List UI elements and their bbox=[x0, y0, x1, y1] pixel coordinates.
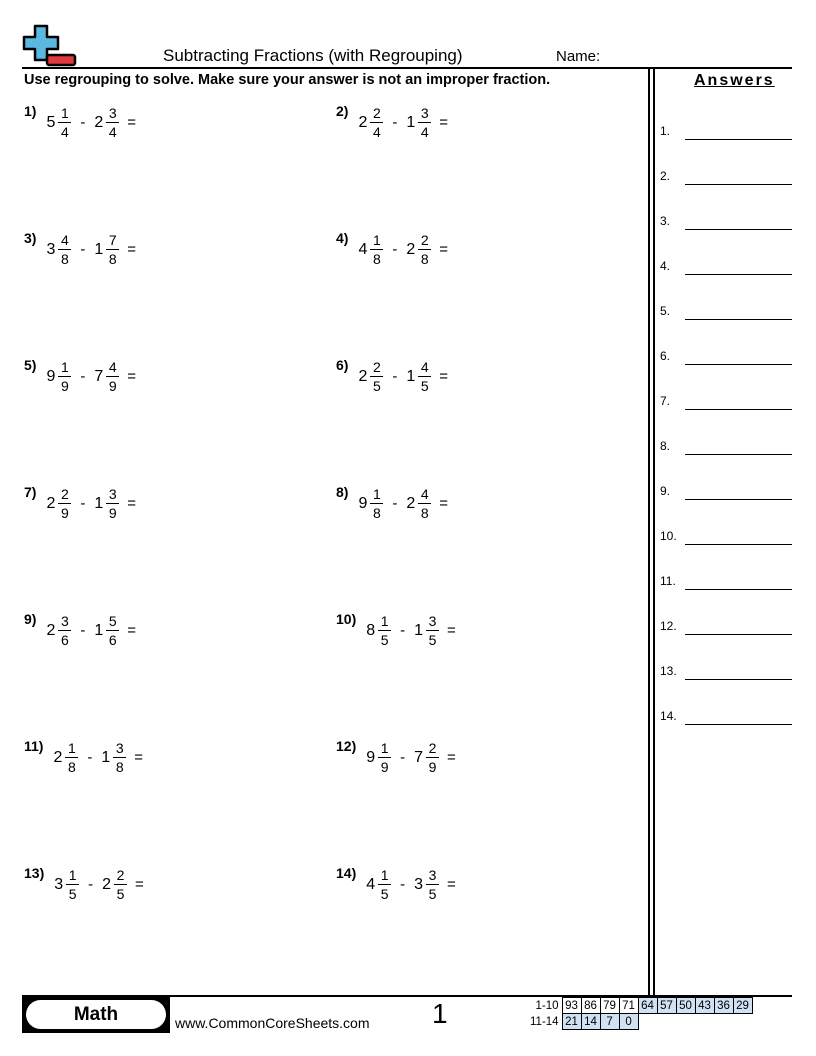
answer-blank[interactable] bbox=[685, 319, 792, 320]
score-cell: 57 bbox=[657, 998, 676, 1014]
problem-12 bbox=[336, 737, 456, 775]
denominator: 6 bbox=[60, 632, 69, 648]
numerator: 3 bbox=[115, 740, 124, 756]
whole-number: 2 bbox=[406, 494, 416, 512]
whole-number: 4 bbox=[366, 875, 376, 893]
problem-number: 12) bbox=[336, 737, 357, 754]
equals-sign: = bbox=[447, 876, 456, 893]
whole-number: 1 bbox=[94, 494, 104, 512]
fraction bbox=[106, 232, 119, 267]
answer-blank[interactable] bbox=[685, 229, 792, 230]
score-cell: 36 bbox=[714, 998, 733, 1014]
problem-4 bbox=[336, 229, 449, 267]
operator: - bbox=[392, 241, 398, 258]
numerator: 4 bbox=[420, 359, 429, 375]
answer-line-13[interactable] bbox=[660, 660, 792, 680]
denominator: 4 bbox=[108, 124, 117, 140]
denominator: 8 bbox=[115, 759, 124, 775]
problem-3 bbox=[24, 229, 137, 267]
fraction bbox=[58, 486, 71, 521]
problem-5 bbox=[24, 356, 137, 394]
whole-number: 2 bbox=[46, 621, 56, 639]
fraction bbox=[418, 359, 431, 394]
numerator: 4 bbox=[420, 486, 429, 502]
fraction bbox=[370, 486, 383, 521]
problem-6 bbox=[336, 356, 449, 394]
answer-line-3[interactable] bbox=[660, 210, 792, 230]
numerator: 5 bbox=[108, 613, 117, 629]
operator: - bbox=[400, 876, 406, 893]
equals-sign: = bbox=[127, 241, 137, 258]
whole-number: 5 bbox=[46, 113, 56, 131]
whole-number: 1 bbox=[414, 621, 424, 639]
fraction-bar bbox=[378, 757, 391, 758]
problem-number: 8) bbox=[336, 483, 349, 500]
instructions: Use regrouping to solve. Make sure your answer is not an improper fraction. bbox=[24, 72, 551, 88]
operator: - bbox=[80, 622, 86, 639]
fraction-bar bbox=[65, 757, 78, 758]
answer-column-divider bbox=[648, 68, 650, 996]
score-cell: 86 bbox=[581, 998, 600, 1014]
operator: - bbox=[80, 368, 86, 385]
problem-number: 11) bbox=[24, 737, 44, 754]
numerator: 3 bbox=[108, 105, 117, 121]
score-cell: 93 bbox=[562, 998, 581, 1014]
denominator: 5 bbox=[116, 886, 125, 902]
answer-blank[interactable] bbox=[685, 589, 792, 590]
equals-sign: = bbox=[127, 114, 137, 131]
fraction-bar bbox=[114, 884, 127, 885]
whole-number: 7 bbox=[94, 367, 104, 385]
numerator: 3 bbox=[60, 613, 69, 629]
whole-number: 2 bbox=[46, 494, 56, 512]
problem-8 bbox=[336, 483, 449, 521]
whole-number: 1 bbox=[94, 621, 104, 639]
answer-blank[interactable] bbox=[685, 499, 792, 500]
site-url: www.CommonCoreSheets.com bbox=[175, 1015, 370, 1031]
whole-number: 1 bbox=[406, 367, 416, 385]
answers-title: Answers bbox=[694, 72, 775, 89]
problem-13 bbox=[24, 864, 144, 902]
numerator: 1 bbox=[68, 867, 77, 883]
problem-11 bbox=[24, 737, 144, 775]
answer-number: 6. bbox=[660, 349, 671, 363]
fraction-bar bbox=[426, 630, 439, 631]
equals-sign: = bbox=[127, 622, 137, 639]
answer-number: 2. bbox=[660, 169, 671, 183]
whole-number: 2 bbox=[94, 113, 104, 131]
score-cell: 71 bbox=[619, 998, 638, 1014]
answer-number: 5. bbox=[660, 304, 671, 318]
problem-7 bbox=[24, 483, 137, 521]
denominator: 9 bbox=[380, 759, 389, 775]
answer-number: 4. bbox=[660, 259, 671, 273]
fraction-bar bbox=[58, 249, 71, 250]
denominator: 5 bbox=[428, 886, 437, 902]
score-cell: 79 bbox=[600, 998, 619, 1014]
fraction-bar bbox=[418, 249, 431, 250]
score-cell: 21 bbox=[562, 1014, 581, 1030]
header-divider bbox=[22, 67, 792, 69]
fraction bbox=[418, 486, 431, 521]
denominator: 8 bbox=[420, 251, 429, 267]
numerator: 2 bbox=[372, 359, 381, 375]
equals-sign: = bbox=[439, 368, 449, 385]
numerator: 1 bbox=[380, 867, 389, 883]
fraction bbox=[370, 105, 383, 140]
answer-blank[interactable] bbox=[685, 139, 792, 140]
denominator: 5 bbox=[68, 886, 77, 902]
numerator: 1 bbox=[380, 613, 389, 629]
fraction bbox=[106, 613, 119, 648]
denominator: 5 bbox=[420, 378, 429, 394]
fraction-bar bbox=[58, 503, 71, 504]
denominator: 5 bbox=[380, 886, 389, 902]
answer-blank[interactable] bbox=[685, 364, 792, 365]
answer-number: 3. bbox=[660, 214, 671, 228]
problem-14 bbox=[336, 864, 456, 902]
answer-blank[interactable] bbox=[685, 274, 792, 275]
answer-number: 1. bbox=[660, 124, 671, 138]
denominator: 4 bbox=[60, 124, 69, 140]
answer-blank[interactable] bbox=[685, 409, 792, 410]
subject-label: Math bbox=[26, 1000, 166, 1029]
score-cell: 0 bbox=[619, 1014, 638, 1030]
score-cell: 7 bbox=[600, 1014, 619, 1030]
fraction-bar bbox=[106, 503, 119, 504]
answer-blank[interactable] bbox=[685, 634, 792, 635]
operator: - bbox=[80, 114, 86, 131]
problem-number: 10) bbox=[336, 610, 357, 627]
answer-blank[interactable] bbox=[685, 679, 792, 680]
denominator: 4 bbox=[372, 124, 381, 140]
fraction bbox=[106, 486, 119, 521]
numerator: 3 bbox=[428, 867, 437, 883]
denominator: 5 bbox=[428, 632, 437, 648]
fraction-bar bbox=[58, 376, 71, 377]
answer-line-11[interactable] bbox=[660, 570, 792, 590]
answer-blank[interactable] bbox=[685, 454, 792, 455]
numerator: 3 bbox=[420, 105, 429, 121]
numerator: 1 bbox=[380, 740, 389, 756]
answer-number: 9. bbox=[660, 484, 671, 498]
answer-number: 8. bbox=[660, 439, 671, 453]
whole-number: 4 bbox=[358, 240, 368, 258]
equals-sign: = bbox=[135, 876, 144, 893]
answer-number: 11. bbox=[660, 574, 676, 588]
numerator: 3 bbox=[428, 613, 437, 629]
operator: - bbox=[80, 241, 86, 258]
fraction-bar bbox=[370, 249, 383, 250]
denominator: 8 bbox=[67, 759, 76, 775]
numerator: 2 bbox=[428, 740, 437, 756]
fraction-bar bbox=[106, 376, 119, 377]
operator: - bbox=[80, 495, 86, 512]
whole-number: 2 bbox=[53, 748, 63, 766]
problem-10 bbox=[336, 610, 456, 648]
fraction bbox=[113, 740, 126, 775]
fraction-bar bbox=[66, 884, 79, 885]
plus-minus-logo-icon bbox=[22, 24, 78, 68]
numerator: 4 bbox=[108, 359, 117, 375]
fraction-bar bbox=[378, 630, 391, 631]
denominator: 8 bbox=[108, 251, 117, 267]
equals-sign: = bbox=[127, 368, 137, 385]
answer-blank[interactable] bbox=[685, 184, 792, 185]
fraction bbox=[58, 232, 71, 267]
fraction-bar bbox=[106, 630, 119, 631]
denominator: 5 bbox=[380, 632, 389, 648]
problem-number: 3) bbox=[24, 229, 37, 246]
answer-number: 14. bbox=[660, 709, 677, 723]
numerator: 2 bbox=[60, 486, 69, 502]
answer-number: 13. bbox=[660, 664, 677, 678]
numerator: 1 bbox=[60, 359, 69, 375]
answer-line-2[interactable] bbox=[660, 165, 792, 185]
equals-sign: = bbox=[447, 622, 456, 639]
whole-number: 2 bbox=[358, 113, 368, 131]
fraction bbox=[426, 613, 439, 648]
fraction bbox=[58, 613, 71, 648]
fraction bbox=[370, 359, 383, 394]
fraction-bar bbox=[370, 376, 383, 377]
problem-number: 5) bbox=[24, 356, 37, 373]
score-table bbox=[528, 997, 753, 1030]
score-cell: 43 bbox=[695, 998, 714, 1014]
fraction-bar bbox=[106, 249, 119, 250]
whole-number: 1 bbox=[406, 113, 416, 131]
fraction-bar bbox=[370, 122, 383, 123]
denominator: 9 bbox=[108, 378, 117, 394]
answer-line-8[interactable] bbox=[660, 435, 792, 455]
whole-number: 1 bbox=[94, 240, 104, 258]
fraction-bar bbox=[418, 122, 431, 123]
problem-number: 13) bbox=[24, 864, 45, 881]
problem-number: 7) bbox=[24, 483, 37, 500]
score-cell: 29 bbox=[733, 998, 752, 1014]
numerator: 1 bbox=[372, 232, 381, 248]
whole-number: 3 bbox=[46, 240, 56, 258]
whole-number: 2 bbox=[406, 240, 416, 258]
answer-number: 10. bbox=[660, 529, 677, 543]
whole-number: 7 bbox=[414, 748, 424, 766]
fraction-bar bbox=[58, 122, 71, 123]
score-range-label: 11-14 bbox=[530, 1015, 559, 1028]
numerator: 2 bbox=[116, 867, 125, 883]
problem-number: 14) bbox=[336, 864, 357, 881]
answer-line-6[interactable] bbox=[660, 345, 792, 365]
denominator: 9 bbox=[60, 378, 69, 394]
denominator: 5 bbox=[372, 378, 381, 394]
equals-sign: = bbox=[134, 749, 144, 766]
answer-line-9[interactable] bbox=[660, 480, 792, 500]
fraction-bar bbox=[58, 630, 71, 631]
fraction bbox=[426, 867, 439, 902]
denominator: 9 bbox=[108, 505, 117, 521]
operator: - bbox=[392, 368, 398, 385]
fraction bbox=[378, 613, 391, 648]
worksheet-title: Subtracting Fractions (with Regrouping) bbox=[163, 46, 463, 65]
denominator: 9 bbox=[60, 505, 69, 521]
whole-number: 8 bbox=[366, 621, 376, 639]
denominator: 4 bbox=[420, 124, 429, 140]
whole-number: 3 bbox=[414, 875, 424, 893]
answer-line-12[interactable] bbox=[660, 615, 792, 635]
fraction-bar bbox=[418, 376, 431, 377]
equals-sign: = bbox=[439, 241, 449, 258]
answer-line-4[interactable] bbox=[660, 255, 792, 275]
fraction bbox=[370, 232, 383, 267]
problem-number: 6) bbox=[336, 356, 349, 373]
numerator: 2 bbox=[372, 105, 381, 121]
score-cell: 14 bbox=[581, 1014, 600, 1030]
answer-line-1[interactable] bbox=[660, 120, 792, 140]
answer-line-5[interactable] bbox=[660, 300, 792, 320]
numerator: 3 bbox=[108, 486, 117, 502]
problem-number: 2) bbox=[336, 102, 349, 119]
answer-blank[interactable] bbox=[685, 544, 792, 545]
equals-sign: = bbox=[127, 495, 137, 512]
whole-number: 1 bbox=[101, 748, 111, 766]
denominator: 6 bbox=[108, 632, 117, 648]
equals-sign: = bbox=[439, 114, 449, 131]
denominator: 9 bbox=[428, 759, 437, 775]
fraction-bar bbox=[106, 122, 119, 123]
operator: - bbox=[392, 495, 398, 512]
answer-number: 12. bbox=[660, 619, 677, 633]
problem-number: 1) bbox=[24, 102, 37, 119]
whole-number: 2 bbox=[102, 875, 112, 893]
answer-line-10[interactable] bbox=[660, 525, 792, 545]
fraction-bar bbox=[426, 757, 439, 758]
numerator: 4 bbox=[60, 232, 69, 248]
answer-column-divider bbox=[653, 68, 655, 996]
fraction-bar bbox=[370, 503, 383, 504]
fraction bbox=[106, 359, 119, 394]
numerator: 7 bbox=[108, 232, 117, 248]
fraction bbox=[65, 740, 78, 775]
denominator: 8 bbox=[372, 251, 381, 267]
fraction-bar bbox=[426, 884, 439, 885]
fraction bbox=[426, 740, 439, 775]
whole-number: 9 bbox=[46, 367, 56, 385]
denominator: 8 bbox=[420, 505, 429, 521]
answer-number: 7. bbox=[660, 394, 671, 408]
score-cell: 50 bbox=[676, 998, 695, 1014]
answer-line-14[interactable] bbox=[660, 705, 792, 725]
score-row bbox=[528, 998, 752, 1014]
numerator: 1 bbox=[60, 105, 69, 121]
fraction bbox=[58, 105, 71, 140]
problem-2 bbox=[336, 102, 449, 140]
fraction bbox=[378, 867, 391, 902]
whole-number: 9 bbox=[358, 494, 368, 512]
numerator: 1 bbox=[67, 740, 76, 756]
fraction bbox=[418, 232, 431, 267]
page-number: 1 bbox=[432, 998, 448, 1029]
numerator: 2 bbox=[420, 232, 429, 248]
score-cell: 64 bbox=[638, 998, 657, 1014]
numerator: 1 bbox=[372, 486, 381, 502]
fraction-bar bbox=[418, 503, 431, 504]
problem-9 bbox=[24, 610, 137, 648]
fraction bbox=[378, 740, 391, 775]
operator: - bbox=[392, 114, 398, 131]
score-row bbox=[528, 1014, 752, 1030]
operator: - bbox=[400, 622, 406, 639]
whole-number: 3 bbox=[54, 875, 64, 893]
problem-1 bbox=[24, 102, 137, 140]
whole-number: 9 bbox=[366, 748, 376, 766]
score-range-label: 1-10 bbox=[535, 999, 559, 1012]
fraction-bar bbox=[378, 884, 391, 885]
operator: - bbox=[400, 749, 406, 766]
fraction bbox=[114, 867, 127, 902]
fraction-bar bbox=[113, 757, 126, 758]
fraction bbox=[66, 867, 79, 902]
problem-number: 4) bbox=[336, 229, 349, 246]
operator: - bbox=[87, 749, 93, 766]
fraction bbox=[58, 359, 71, 394]
denominator: 8 bbox=[60, 251, 69, 267]
operator: - bbox=[88, 876, 94, 893]
answer-blank[interactable] bbox=[685, 724, 792, 725]
equals-sign: = bbox=[439, 495, 449, 512]
fraction bbox=[418, 105, 431, 140]
problem-number: 9) bbox=[24, 610, 37, 627]
name-label: Name: bbox=[556, 48, 601, 65]
equals-sign: = bbox=[447, 749, 456, 766]
whole-number: 2 bbox=[358, 367, 368, 385]
answer-line-7[interactable] bbox=[660, 390, 792, 410]
fraction bbox=[106, 105, 119, 140]
denominator: 8 bbox=[372, 505, 381, 521]
